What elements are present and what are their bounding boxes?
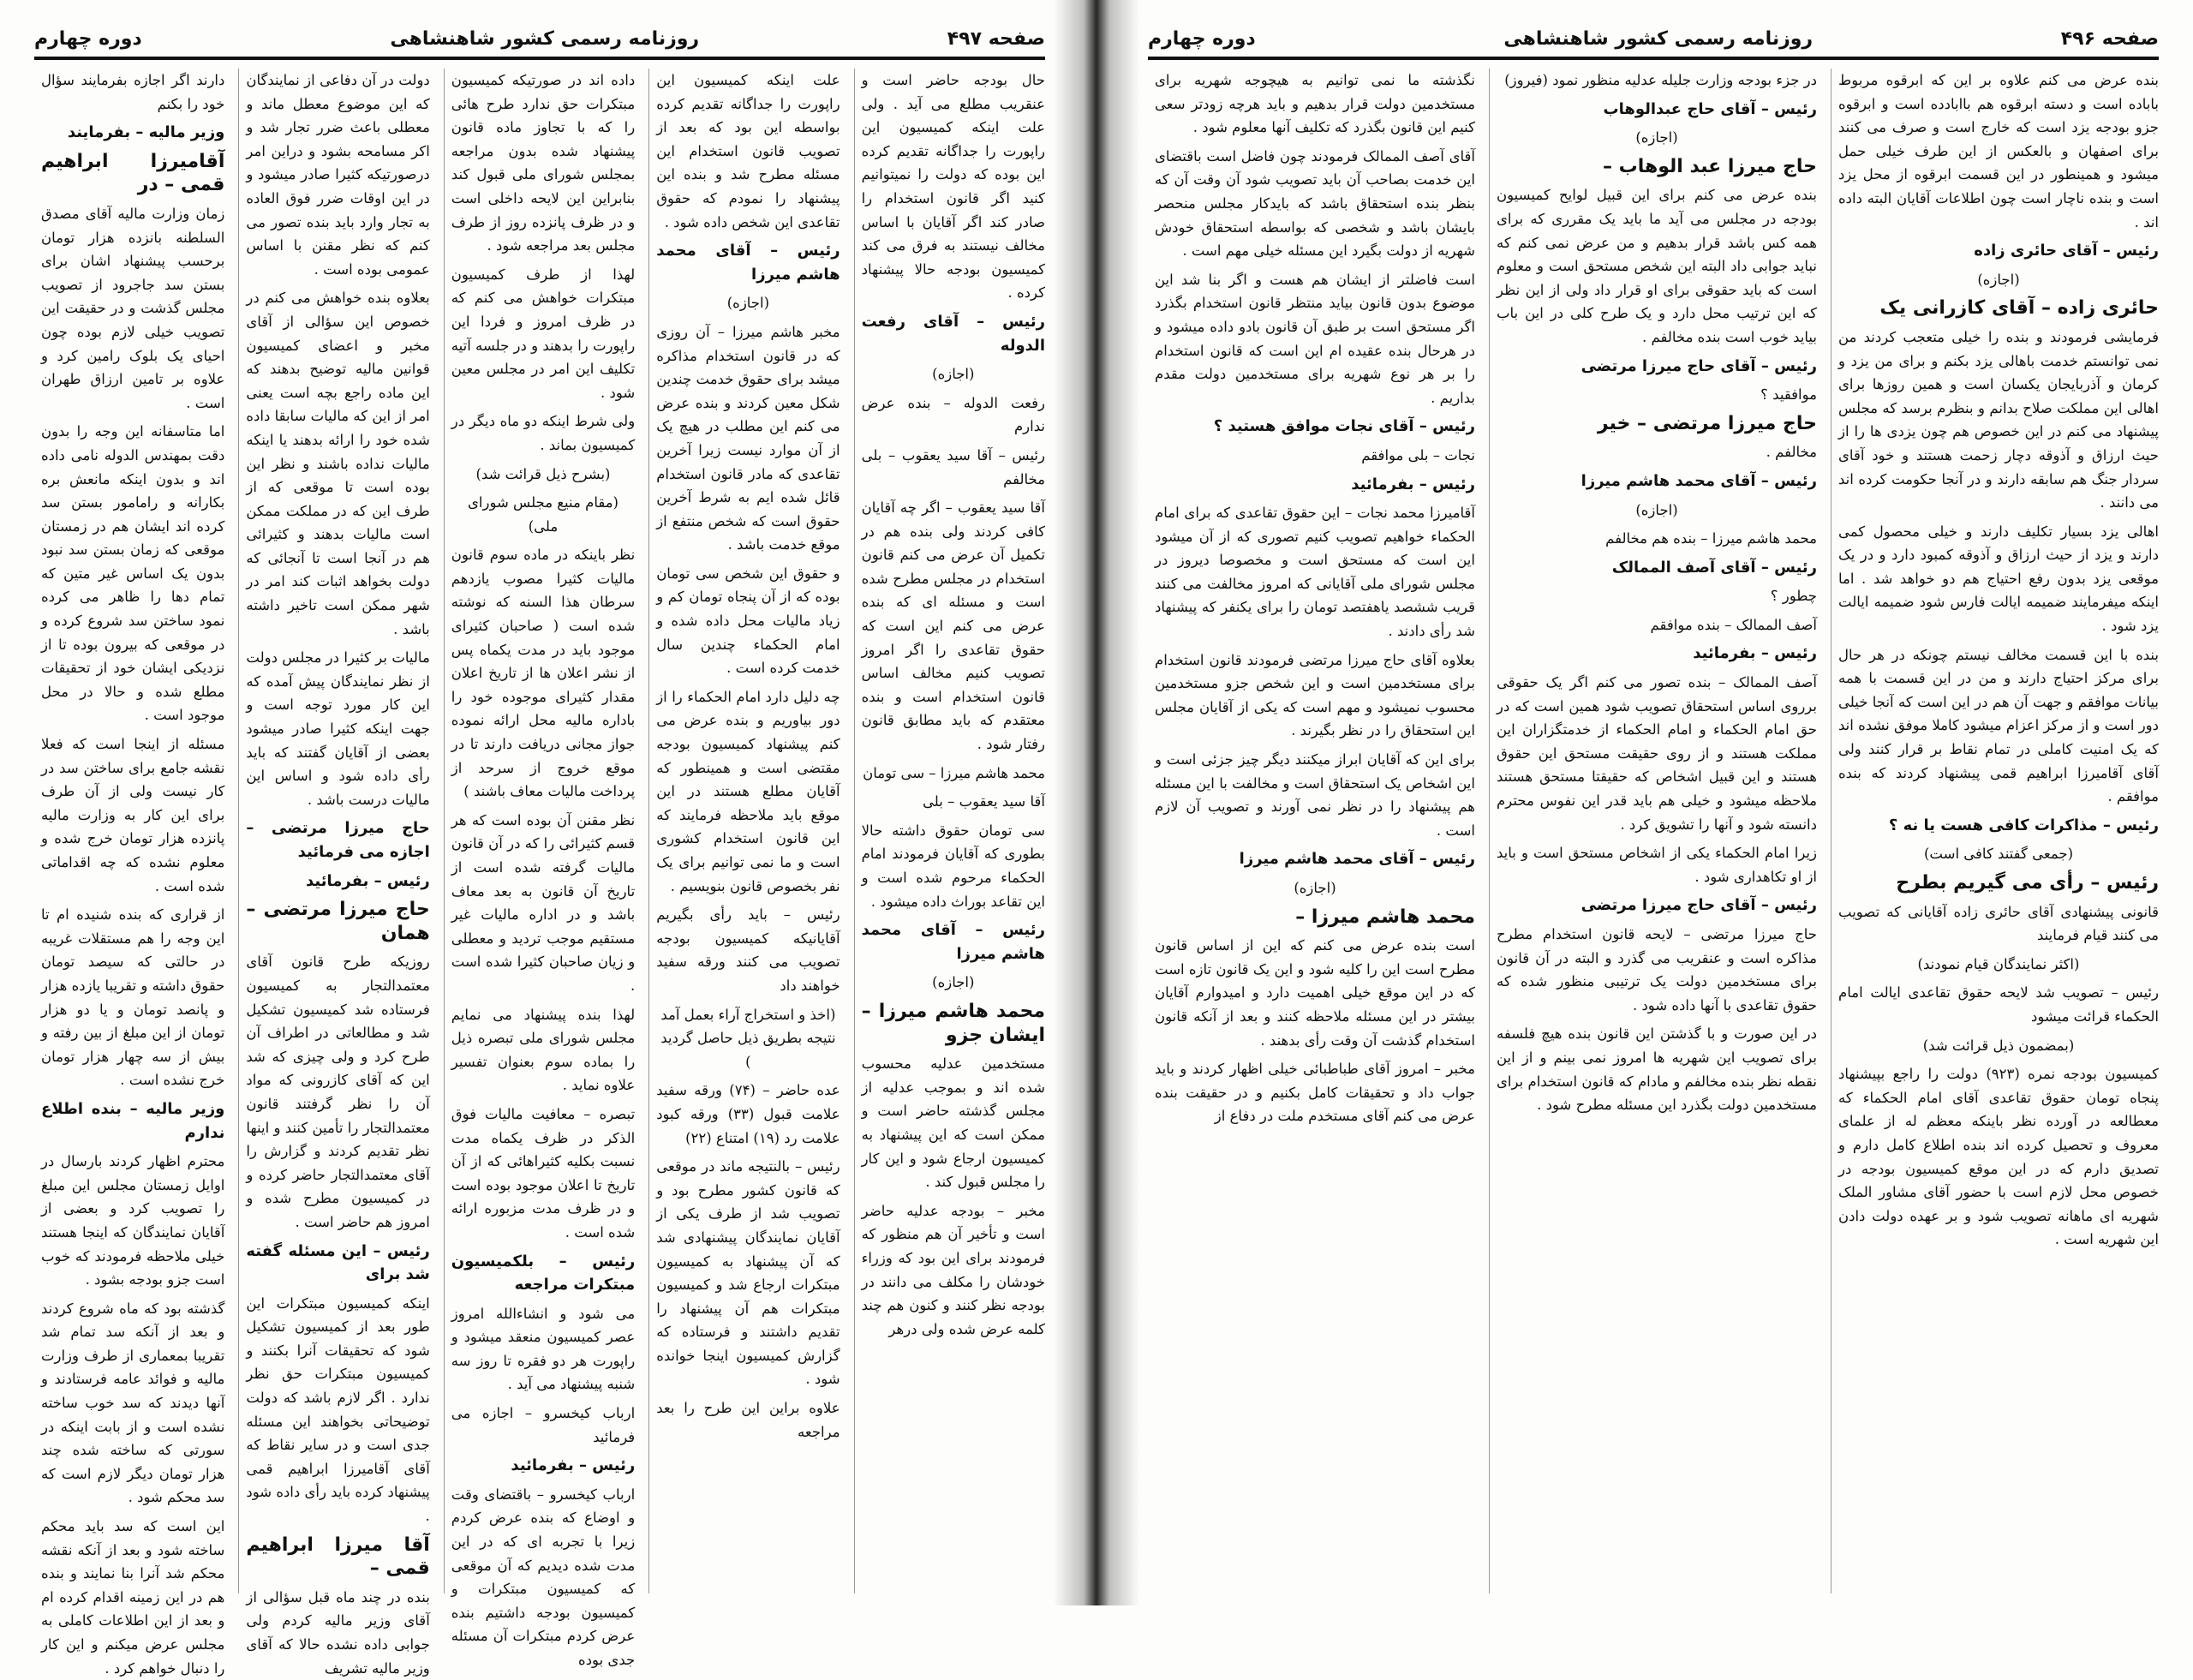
- paragraph: بعلاوه بنده خواهش می کنم در خصوص این سؤالی از آقای مخبر و اعضای کمیسیون قوانین مالیه توضیح بدهند که این ماده راجع بچه است یعنی امر از این که مالیات سابقا داده شده خود را ارائه بدهند یا اینکه مالیات نداده باشند و نظر این بوده است تا موقعی که از طرف این که در مملکت ممکن است مالیات بدهند و کثیرائی هم در آنجا است تا آنجائی که دولت بخواهد اثبات کند امر در شهر ممکن است تاخیر داشته باشد .: [246, 290, 430, 637]
- speaker-line: رئیس – آقای آصف الممالک: [1611, 558, 1817, 577]
- speaker-line: رئیس – آقای حاج میرزا مرتضی: [1581, 896, 1817, 915]
- paragraph: تبصره – معافیت مالیات فوق الذکر در ظرف یکماه مدت نسبت بکلیه کثیراهائی که از آن تاریخ تا اعلان موجود بوده است و در ظرف مدت مزبوره ارائه شده است .: [451, 1105, 636, 1241]
- paragraph: بنده عرض می کنم برای این قبیل لوایح کمیسیون بودجه در مجلس می آید ما باید یک مقرری که برای همه کس باشد قرار بدهیم و من عرض نمی کنم که نباید جوابی داد البته این شخص مستحق است و معلوم است که باید حقوقی برای او قرار داد ولی از این نظر که این ترتیب محل دارد و یک طرح کلی در این باب بیاید خوب است بنده مخالفم .: [1497, 187, 1817, 345]
- paragraph: رئیس – باید رأی بگیریم آقایانیکه کمیسیون بودجه تصویب می کنند ورقه سفید خواهند داد: [656, 906, 840, 994]
- paragraph: محمد هاشم میرزا – بنده هم مخالفم: [1605, 530, 1817, 547]
- speaker-heading: حاج میرزا مرتضی – خیر: [1597, 412, 1817, 434]
- paragraph: اینکه کمیسیون مبتکرات این طور بعد از کمیسیون تشکیل شود که تحقیقات آنرا بکنند و کمیسیون مبتکرات حق نظر ندارد . اگر لازم باشد که دولت توضیحاتی بخواهند این مسئله جدی است و در سایر نقاط که آقای آقامیرزا ابراهیم قمی پیشنهاد کرده باید رأی داده شود .: [246, 1294, 430, 1525]
- text-column: [34, 69, 225, 1677]
- speaker-line: رئیس – این مسئله گفته شد برای: [246, 1241, 430, 1284]
- paragraph: مستخدمین عدلیه محسوب شده اند و بموجب عدلیه از مجلس گذشته حاضر است و ممکن است که این پیشنهاد به کمیسیون ارجاع شود و این کار را مجلس قبول کند .: [861, 1055, 1045, 1191]
- speaker-line: وزیر مالیه – بفرمایند: [67, 123, 225, 142]
- speaker-line: رئیس – آقای حاج عبدالوهاب: [1603, 99, 1817, 118]
- speaker-line: حاج میرزا مرتضی – اجازه می فرمائید: [246, 819, 430, 861]
- centered-note: (اخذ و استخراج آراء بعمل آمد نتیجه بطریق ذیل حاصل گردید ): [660, 1006, 836, 1070]
- paragraph: آقای آصف الممالک فرمودند چون فاضل است باقتضای این خدمت بصاحب آن باید تصویب شود آن وقت آن که بنظر بنده استحقاق باشد که بایدکار مجلس منحصر بایشان باشد و شخصی که بواسطه استحقاق خودش شهریه از دولت بگیرد این مسئله خیلی مهم است .: [1155, 147, 1475, 260]
- speaker-line: رئیس – آقای محمد هاشم میرزا: [1581, 471, 1817, 490]
- paragraph: بنده عرض می کنم علاوه بر این که ابرقوه مربوط باباده است و دسته ابرقوه هم باابادده است و ابرقوه جزو بودجه یزد است که خارج است و صرف می کنند برای اصفهان و بالعکس از این طرف خیلی حمل میشود و همینطور در این قسمت ابرقوه از محل یزد است و بنده ناچار است چون اطلاعات آقایان البته داده اند .: [1838, 72, 2159, 230]
- text-column: [444, 69, 636, 1668]
- paragraph: در جزء بودجه وزارت جلیله عدلیه منظور نمود (فیروز): [1504, 72, 1817, 88]
- right-page-masthead: روزنامه رسمی کشور شاهنشاهی: [1503, 27, 1814, 50]
- paragraph: دولت در آن دفاعی از نمایندگان که این موضوع معطل ماند و معطلی باعث ضرر تجار شد و اکر مسامحه بشود و دراین امر درصورتیکه کثیرا صادر میشود و در این اوقات ضرر فوق العاده به تجار وارد باید بنده تصور می کنم که نظر مقنن با اساس عمومی بوده است .: [246, 72, 430, 278]
- paragraph: محترم اظهار کردند بارسال در اوایل زمستان مجلس این مبلغ را تصویب کرد و بعضی از آقایان نمایندگان که اینجا هستند خیلی ملاحظه فرمودند که خوب است جزو بودجه بشود .: [40, 1153, 225, 1288]
- text-column: [648, 69, 840, 1593]
- paragraph: فرمایشی فرمودند و بنده را خیلی متعجب کردند من نمی توانستم خدمت باهالی یزد بکنم و برای من یزد و کرمان و آذربایجان یکسان است و همین روزها برای اهالی این مملکت صلاح بدانم و بنظرم برسد که مجلس پیشنهاد می کنم در این خصوص هم چون یزدی ها را از حیث ارزاق و آذوقه دچار زحمت هستند و خود آقای سردار جنگ هم سابقه دارند و در آنجا حکومت کرده اند می دانند .: [1838, 328, 2159, 511]
- speaker-line: رئیس – آقای حاج میرزا مرتضی: [1581, 356, 1817, 375]
- paragraph: حاج میرزا مرتضی – لایحه قانون استخدام مطرح مذاکره است و عنقریب می گذرد و البته در آن قانون برای مستخدمین دولت یک ترتیبی منظور شده که حقوق تقاعدی با آنها داده شود .: [1497, 926, 1817, 1013]
- paragraph: لهذا بنده پیشنهاد می نمایم مجلس شورای ملی تبصره ذیل را بماده سوم بعنوان تفسیر علاوه نماید .: [451, 1006, 636, 1094]
- paragraph: رئیس – آقا سید یعقوب – بلی مخالفم: [861, 446, 1045, 487]
- paragraph: آصف الممالک – بنده تصور می کنم اگر یک حقوقی برروی اساس استحقاق تصویب شود همین است که در حق امام الحکماء و امام الحکماء از خدمتگزاران این مملکت هستند و از روی حقیقت مستحق این حقوق هستند و این قبیل اشخاص که حقیقتا مستحق هستند ملاحظه میشود و خیلی هم باید قدر این نفوس محترم دانسته شود و آنها را تشویق کرد .: [1497, 674, 1817, 833]
- paragraph: بنده در چند ماه قبل سؤالی از آقای وزیر مالیه کردم ولی جوابی داده نشده حالا که آقای وزیر مالیه تشریف: [246, 1588, 430, 1677]
- speaker-line: رئیس – بفرمائید: [1351, 475, 1475, 493]
- paragraph: است فاضلتر از ایشان هم هست و اگر بنا شد این موضوع بدون قانون بیاید منتظر قانون استخدام بگذرد اگر مستحق است بر طبق آن قانون بادو داده میشود و در هرحال بنده عقیده ام این است که قانون استخدام را بر هر نوع شهریه برای مستخدمین دولت مقدم بداریم .: [1155, 271, 1475, 406]
- right-page-number: صفحه ۴۹۶: [2060, 27, 2159, 50]
- centered-note: (اجازه): [1294, 880, 1336, 896]
- left-page: [0, 0, 1096, 1677]
- speaker-line: رئیس – آقای محمد هاشم میرزا: [656, 242, 840, 284]
- paragraph: دارند اگر اجازه بفرمایند سؤال خود را بکنم: [40, 72, 225, 112]
- paragraph: مسئله از اینجا است که فعلا نقشه جامع برای ساختن سد در کار نیست ولی از آن طرف برای این کار به وزارت مالیه پانزده هزار تومان خرج شده و معلوم نشده که چه اقداماتی شده است .: [40, 736, 225, 894]
- right-columns: [1148, 69, 2159, 1593]
- paragraph: کمیسیون بودجه نمره (۹۲۳) دولت را راجع بپیشنهاد پنجاه تومان حقوق تقاعدی آقای امام الحکماء که معطالعه در آورده نظر باینکه معظم له از علمای معروف و تحصیل کرده اند بنده اطلاع کامل دارم و تصدیق دارم که در این موقع کمیسیون بودجه در خصوص محل لازم است با حضور آقای مشاور الملک شهریه ای ماهانه تصویب شود و بر عهده دولت دادن این شهریه است .: [1838, 1066, 2159, 1248]
- paragraph: محمد هاشم میرزا – سی تومان: [863, 764, 1045, 781]
- centered-note: (اجازه): [932, 366, 975, 383]
- paragraph: مالیات بر کثیرا در مجلس دولت از نظر نمایندگان پیش آمده که این کار مورد توجه است و جهت اینکه کثیرا صادر میشود بعضی از آقایان گفتند که باید رأی داده شود و اساس این مالیات درست باشد .: [246, 649, 430, 808]
- paragraph: مخبر – بودجه عدلیه حاضر است و تأخیر آن هم منظور که فرمودند برای این بود که وزراء خودشان را مکلف می دانند در بودجه نظر کنند و کنون هم چند کلمه عرض شده ولی درهر: [861, 1202, 1045, 1337]
- right-header-rule: [1148, 57, 2159, 60]
- speaker-line: رئیس – بفرمائید: [1693, 644, 1817, 663]
- paragraph: چه دلیل دارد امام الحکماء را از دور بیاوریم و بنده عرض می کنم پیشنهاد کمیسیون بودجه مقتضی است و همینطور که آقایان مطلع هستند در این موقع باید ملاحظه فرمایند که این قانون استخدام کشوری است و ما نمی توانیم برای یک نفر بخصوص قانون بنویسیم .: [656, 688, 840, 894]
- left-page-masthead: روزنامه رسمی کشور شاهنشاهی: [390, 27, 700, 50]
- paragraph: نجات – بلی موافقم: [1361, 446, 1475, 463]
- paragraph: و حقوق این شخص سی تومان بوده که از آن پنجاه تومان کم و زیاد مالیات محل داده شده و امام الحکماء چندین سال خدمت کرده است .: [656, 565, 840, 677]
- speaker-heading: محمد هاشم میرزا – ایشان جزو: [861, 1000, 1045, 1046]
- speaker-line: وزیر مالیه – بنده اطلاع ندارم: [40, 1099, 225, 1142]
- centered-note: (اجازه): [1635, 129, 1678, 146]
- left-columns: [34, 69, 1045, 1677]
- paragraph: مخبر – امروز آقای طباطبائی خیلی اظهار کردند و باید جواب داد و تحقیقات کامل بکنیم و در حقیقت بنده عرض می کنم آقای مستخدم ملت در دفاع از: [1155, 1061, 1475, 1125]
- paragraph: مخالفم .: [1766, 444, 1817, 461]
- centered-note: (اجازه): [726, 295, 770, 312]
- paragraph: برای این که آقایان ابراز میکنند دیگر چیز جزئی است و این اشخاص یک استحقاق است و مخالفت با این مسئله هم پیشنهاد را در نظر نمی آورند و تصویب آن لازم است .: [1155, 751, 1475, 839]
- speaker-line: رئیس – بفرمائید: [511, 1456, 636, 1475]
- paragraph: سی تومان حقوق داشته حالا بطوری که آقایان فرمودند امام الحکماء مرحوم شده است و این تقاعد بوراث داده میشود .: [861, 822, 1045, 910]
- paragraph: موافقید ؟: [1760, 386, 1817, 404]
- speaker-heading: حائری زاده – آقای کازرانی یک: [1879, 297, 2159, 320]
- centered-note: (اجازه): [1635, 501, 1678, 518]
- centered-note: (اجازه): [932, 974, 975, 991]
- paragraph: بنده با این قسمت مخالف نیستم چونکه در هر حال برای مرکز احتیاج دارند و من در این قسمت با همه بیانات موافقم و جهت آن هم در این است که آنجا خیلی دور است و از مرکز اعزام میشود کاملا موفق نشده اند که یک امنیت کاملی در تمام نقاط بر قرار کنند ولی آقای آقامیرزا ابراهیم قمی پیشنهاد کردند که بنده موافقم .: [1838, 646, 2159, 805]
- paragraph: رفعت الدوله – بنده عرض ندارم: [861, 394, 1045, 435]
- paragraph: آقا سید یعقوب – بلی: [923, 793, 1045, 810]
- speaker-line: رئیس – آقای نجات موافق هستید ؟: [1213, 417, 1475, 436]
- paragraph: می شود و انشاءالله امروز عصر کمیسیون منعقد میشود و راپورت هر دو فقره تا روز سه شنبه پیشنهاد می آید .: [451, 1305, 636, 1393]
- text-column: [854, 69, 1045, 1593]
- left-page-number: صفحه ۴۹۷: [947, 27, 1045, 50]
- paragraph: عده حاضر – (۷۴) ورقه سفید علامت قبول (۳۳) ورقه کبود علامت رد (۱۹) امتناع (۲۲): [656, 1082, 840, 1146]
- speaker-heading: رئیس – رأی می گیریم بطرح: [1896, 872, 2159, 894]
- speaker-line: رئیس – آقای رفعت الدوله: [861, 312, 1045, 355]
- paragraph: نظر مقنن آن بوده است که هر قسم کثیرائی را که در آن قانون مالیات گرفته شده است از تاریخ آن قانون به بعد معاف باشد و در اداره مالیات غیر مستقیم موجب تردید و معطلی و زیان صاحبان کثیرا شده است .: [451, 811, 636, 994]
- right-page-header: [1148, 24, 2159, 53]
- paragraph: بعلاوه آقای حاج میرزا مرتضی فرمودند قانون استخدام برای مستخدمین است و این شخص جزو مستخدمین محسوب نمیشود و مهم است که یکی از آقایان مجلس این استحقاق را در نظر بگیرند .: [1155, 651, 1475, 739]
- centered-note: (مقام منیع مجلس شورای ملی): [467, 494, 618, 535]
- paragraph: داده اند در صورتیکه کمیسیون مبتکرات حق ندارد طرح هائی را که با تجاوز ماده قانون پیشنهاد شده بدون مراجعه بمجلس شورای ملی قبول کند بنابراین این لایحه داخلی است و در ظرف پانزده روز از طرف مجلس بعد مراجعه شود .: [451, 72, 636, 254]
- speaker-line: رئیس – مذاکرات کافی هست یا نه ؟: [1888, 816, 2159, 834]
- paragraph: در این صورت و با گذشتن این قانون بنده هیچ فلسفه برای تصویب این شهریه ها امروز نمی بینم و از این نقطه نظر بنده مخالفم و مادام که قانون استخدام برای مستخدمین دولت بگذرد این مسئله مطرح شود .: [1497, 1025, 1817, 1114]
- paragraph: مخبر هاشم میرزا – آن روزی که در قانون استخدام مذاکره میشد برای حقوق خدمت چندین شکل معین کردند و بنده عرض می کنم این مطلب در هیچ یک از آن موارد نیست زیرا آخرین تقاعدی که مادر قانون استخدام قائل شده ایم به شرط آخرین حقوق است که شخص منتفع از موقع خدمت باشد .: [656, 323, 840, 553]
- paragraph: اهالی یزد بسیار تکلیف دارند و خیلی محصول کمی دارند و یزد از حیث ارزاق و آذوقه کمبود دارد و در یک موقعی یزد بدون رفع احتیاج هم دو خواهد شد . اما اینکه میفرمایند ضمیمه ایالت فارس شود ضمیمه ایالت یزد شود .: [1838, 523, 2159, 635]
- paragraph: لهذا از طرف کمیسیون مبتکرات خواهش می کنم که در ظرف امروز و فردا این راپورت را بدهند و در جلسه آتیه تکلیف این امر در مجلس معین شود .: [451, 266, 636, 401]
- right-page-session: دوره چهارم: [1148, 27, 1256, 50]
- text-column: [1831, 69, 2159, 1593]
- speaker-heading: حاج میرزا مرتضی – همان: [246, 899, 430, 944]
- paragraph: از قراری که بنده شنیده ام تا این وجه را هم مستقلات غریبه در حالتی که سیصد تومان حقوق داشته و تقریبا یازده هزار و پانصد تومان و یا دو هزار تومان از این مبلغ از بین رفته و بیش از سه چهار هزار تومان خرج نشده است .: [40, 906, 225, 1089]
- text-column: [238, 69, 430, 1677]
- centered-note: (اکثر نمایندگان قیام نمودند): [1917, 955, 2080, 972]
- speaker-line: رئیس – آقای حائری زاده: [1974, 242, 2159, 260]
- paragraph: اما متاسفانه این وجه را بدون دقت بمهندس الدوله نامی داده اند و بدون اینکه مانعش بره بکارانه و رامامور بستن سد کرده اند ایشان هم در زمستان موقعی که زمان بستن سد نبود بدون یک اساس غیر متین که تمام دها را ظاهر می کرده نمود ساختن سد شروع کرده و در موقعی که بیرون بوده تا از نزدیکی ایشان خود از تحقیقات مطلع شده و حالا در محل موجود است .: [40, 423, 225, 724]
- speaker-heading: آقامیرزا ابراهیم قمی – در: [40, 150, 225, 196]
- paragraph: قانونی پیشنهادی آقای حائری زاده آقایانی که تصویب می کنند قیام فرمایند: [1838, 903, 2159, 944]
- text-column: [1148, 69, 1475, 1593]
- paragraph: زمان وزارت مالیه آقای مصدق السلطنه بانزده هزار تومان برحسب پیشنهاد اشان برای بستن سد جاجرود از تصویب مجلس گذشت و در حقیقت این تصویب خیلی لازم بوده چون احیای یک بلوک رامین کرد و علاوه بر تامین ارزاق طهران است .: [40, 205, 225, 411]
- paragraph: این است که سد باید محکم ساخته شود و بعد از آنکه نقشه محکم شد آنرا بنا نمایند و بنده هم در این زمینه اقدام کرده ام و بعد از این اطلاعات کاملی به مجلس عرض میکنم و این کار را دنبال خواهم کرد .: [40, 1518, 225, 1677]
- centered-note: (بشرح ذیل قرائت شد): [475, 465, 611, 482]
- centered-note: (اجازه): [1977, 271, 2020, 288]
- paragraph: آقامیرزا محمد نجات – این حقوق تقاعدی که برای امام الحکماء خواهیم تصویب کنیم تصوری که از آن میشود این است که مستحق است و مخصوصا دیروز در مجلس شورای ملی آقایانی که امروز مخالفت می کنند قریب ششصد یاهفتصد تومان را برای یکنفر که پیشنهاد شد رأی دادند .: [1155, 505, 1475, 640]
- right-page: [1096, 0, 2193, 1605]
- paragraph: زیرا امام الحکماء یکی از اشخاص مستحق است و باید از او تکاهداری شود .: [1497, 845, 1817, 885]
- paragraph: علت اینکه کمیسیون این راپورت را جداگانه تقدیم کرده بواسطه این بود که بعد از تصویب قانون استخدام این مسئله مطرح شد و بنده این پیشنهاد را نمودم که حقوق تقاعدی این شخص داده شود .: [656, 72, 840, 230]
- speaker-line: رئیس – آقای محمد هاشم میرزا: [1239, 850, 1475, 869]
- paragraph: رئیس – تصویب شد لایحه حقوق تقاعدی ایالت امام الحکماء قرائت میشود: [1838, 984, 2159, 1025]
- speaker-heading: محمد هاشم میرزا –: [1295, 906, 1475, 928]
- paragraph: است بنده عرض می کنم که این از اساس قانون مطرح است این را کلیه شود و این یک قانون تازه است که در این موقع خیلی اهمیت دارد و امیدوارم آقایان بیشتر در این مسئله ملاحظه کنند و بعد از آنکه قانون استخدام گذشت آن وقت رأی بدهند .: [1155, 937, 1475, 1049]
- speaker-line: رئیس – بفرمائید: [306, 871, 430, 890]
- speaker-heading: حاج میرزا عبد الوهاب –: [1602, 155, 1817, 177]
- paragraph: ارباب کیخسرو – باقتضای وقت و اوضاع که بنده عرض کردم زیرا با تجربه ای که در این مدت شده دیدیم که آن موقعی که کمیسیون مبتکرات و کمیسیون بودجه داشتیم بنده عرض کردم مبتکرات آن مسئله جدی بوده: [451, 1486, 636, 1668]
- speaker-line: رئیس – بلکمیسیون مبتکرات مراجعه: [451, 1252, 636, 1294]
- text-column: [1489, 69, 1817, 1593]
- paragraph: حال بودجه حاضر است و عنقریب مطلع می آید . ولی علت اینکه کمیسیون این راپورت را جداگانه تقدیم کرده این بوده که دولت را نمیتوانیم کنید اگر قانون استخدام را صادر کند اگر آقایان با اساس مخالف نیستند به فرق می کند کمیسیون بودجه حالا پیشنهاد کرده .: [861, 72, 1045, 302]
- centered-note: (بمضمون ذیل قرائت شد): [1922, 1037, 2075, 1054]
- paragraph: ولی شرط اینکه دو ماه دیگر در کمیسیون بماند .: [451, 413, 636, 453]
- left-header-rule: [34, 57, 1045, 60]
- paragraph: گذشته بود که ماه شروع کردند و بعد از آنکه سد تمام شد تقریبا بمعماری از طرف وزارت مالیه و فوائد عامه فرستادند و آنها دیدند که سد خوب ساخته نشده است و از بابت اینکه در سورتی که ساخته شده چند هزار تومان دیگر لازم است که سد محکم شود .: [40, 1300, 225, 1506]
- paragraph: نگذشته ما نمی توانیم به هیچوجه شهریه برای مستخدمین دولت قرار بدهیم و باید هرچه زودتر سعی کنیم این قانون بگذرد که تکلیف آنها معلوم شود .: [1155, 72, 1475, 136]
- left-page-session: دوره چهارم: [34, 27, 142, 50]
- paragraph: چطور ؟: [1770, 588, 1817, 605]
- paragraph: آقا سید یعقوب – اگر چه آقایان کافی کردند ولی بنده هم در تکمیل آن عرض می کنم قانون استخدام در مجلس مطرح شده است و مسئله ای که بنده عرض می کنم این است که حقوق تقاعدی را اگر امروز تصویب کنیم مخالف اساس قانون استخدام است و بنده معتقدم که باید مطابق قانون رفتار شود .: [861, 499, 1045, 753]
- paragraph: علاوه براین این طرح را بعد مراجعه: [656, 1400, 840, 1440]
- paragraph: ارباب کیخسرو – اجازه می فرمائید: [451, 1405, 636, 1445]
- centered-note: (جمعی گفتند کافی است): [1923, 846, 2073, 863]
- paragraph: روزیکه طرح قانون آقای معتمدالتجار به کمیسیون فرستاده شد کمیسیون تشکیل شد و مطالعاتی در اطراف آن طرح کرد و ولی چیزی که شد این که آقای کازرونی که مواد آن را نظر گرفتند قانون معتمدالتجار را تأمین کنند و اینها نظر تقدیم کردند و گزارش را آقای معتمدالتجار حاضر کرده و در کمیسیون مطرح شده و امروز هم حاضر است .: [246, 954, 430, 1230]
- left-page-header: [34, 24, 1045, 53]
- speaker-line: رئیس – آقای محمد هاشم میرزا: [861, 921, 1045, 963]
- paragraph: آصف الممالک – بنده موافقم: [1650, 616, 1817, 633]
- paragraph: نظر باینکه در ماده سوم قانون مالیات کثیرا مصوب یازدهم سرطان هذا السنه که نوشته شده است ( صاحبان کثیرای موجود باید در مدت یکماه پس از نشر اعلان ها از تاریخ اعلان مقدار کثیرای موجوده خود را باداره مالیه محل ارائه نموده جواز مجانی دریافت دارند تا در موقع خروج از سرحد از پرداخت مالیات معاف باشند ): [451, 547, 636, 800]
- paragraph: رئیس – بالنتیجه ماند در موقعی که قانون کشور مطرح بود و تصویب شد از طرف یکی از آقایان نمایندگان پیشنهادی شد که آن پیشنهاد به کمیسیون مبتکرات ارجاع شد و کمیسیون مبتکرات هم آن پیشنهاد را تقدیم داشتند و فرستاده که گزارش کمیسیون اینجا خوانده شود .: [656, 1158, 840, 1388]
- speaker-heading: آقا میرزا ابراهیم قمی –: [246, 1534, 430, 1580]
